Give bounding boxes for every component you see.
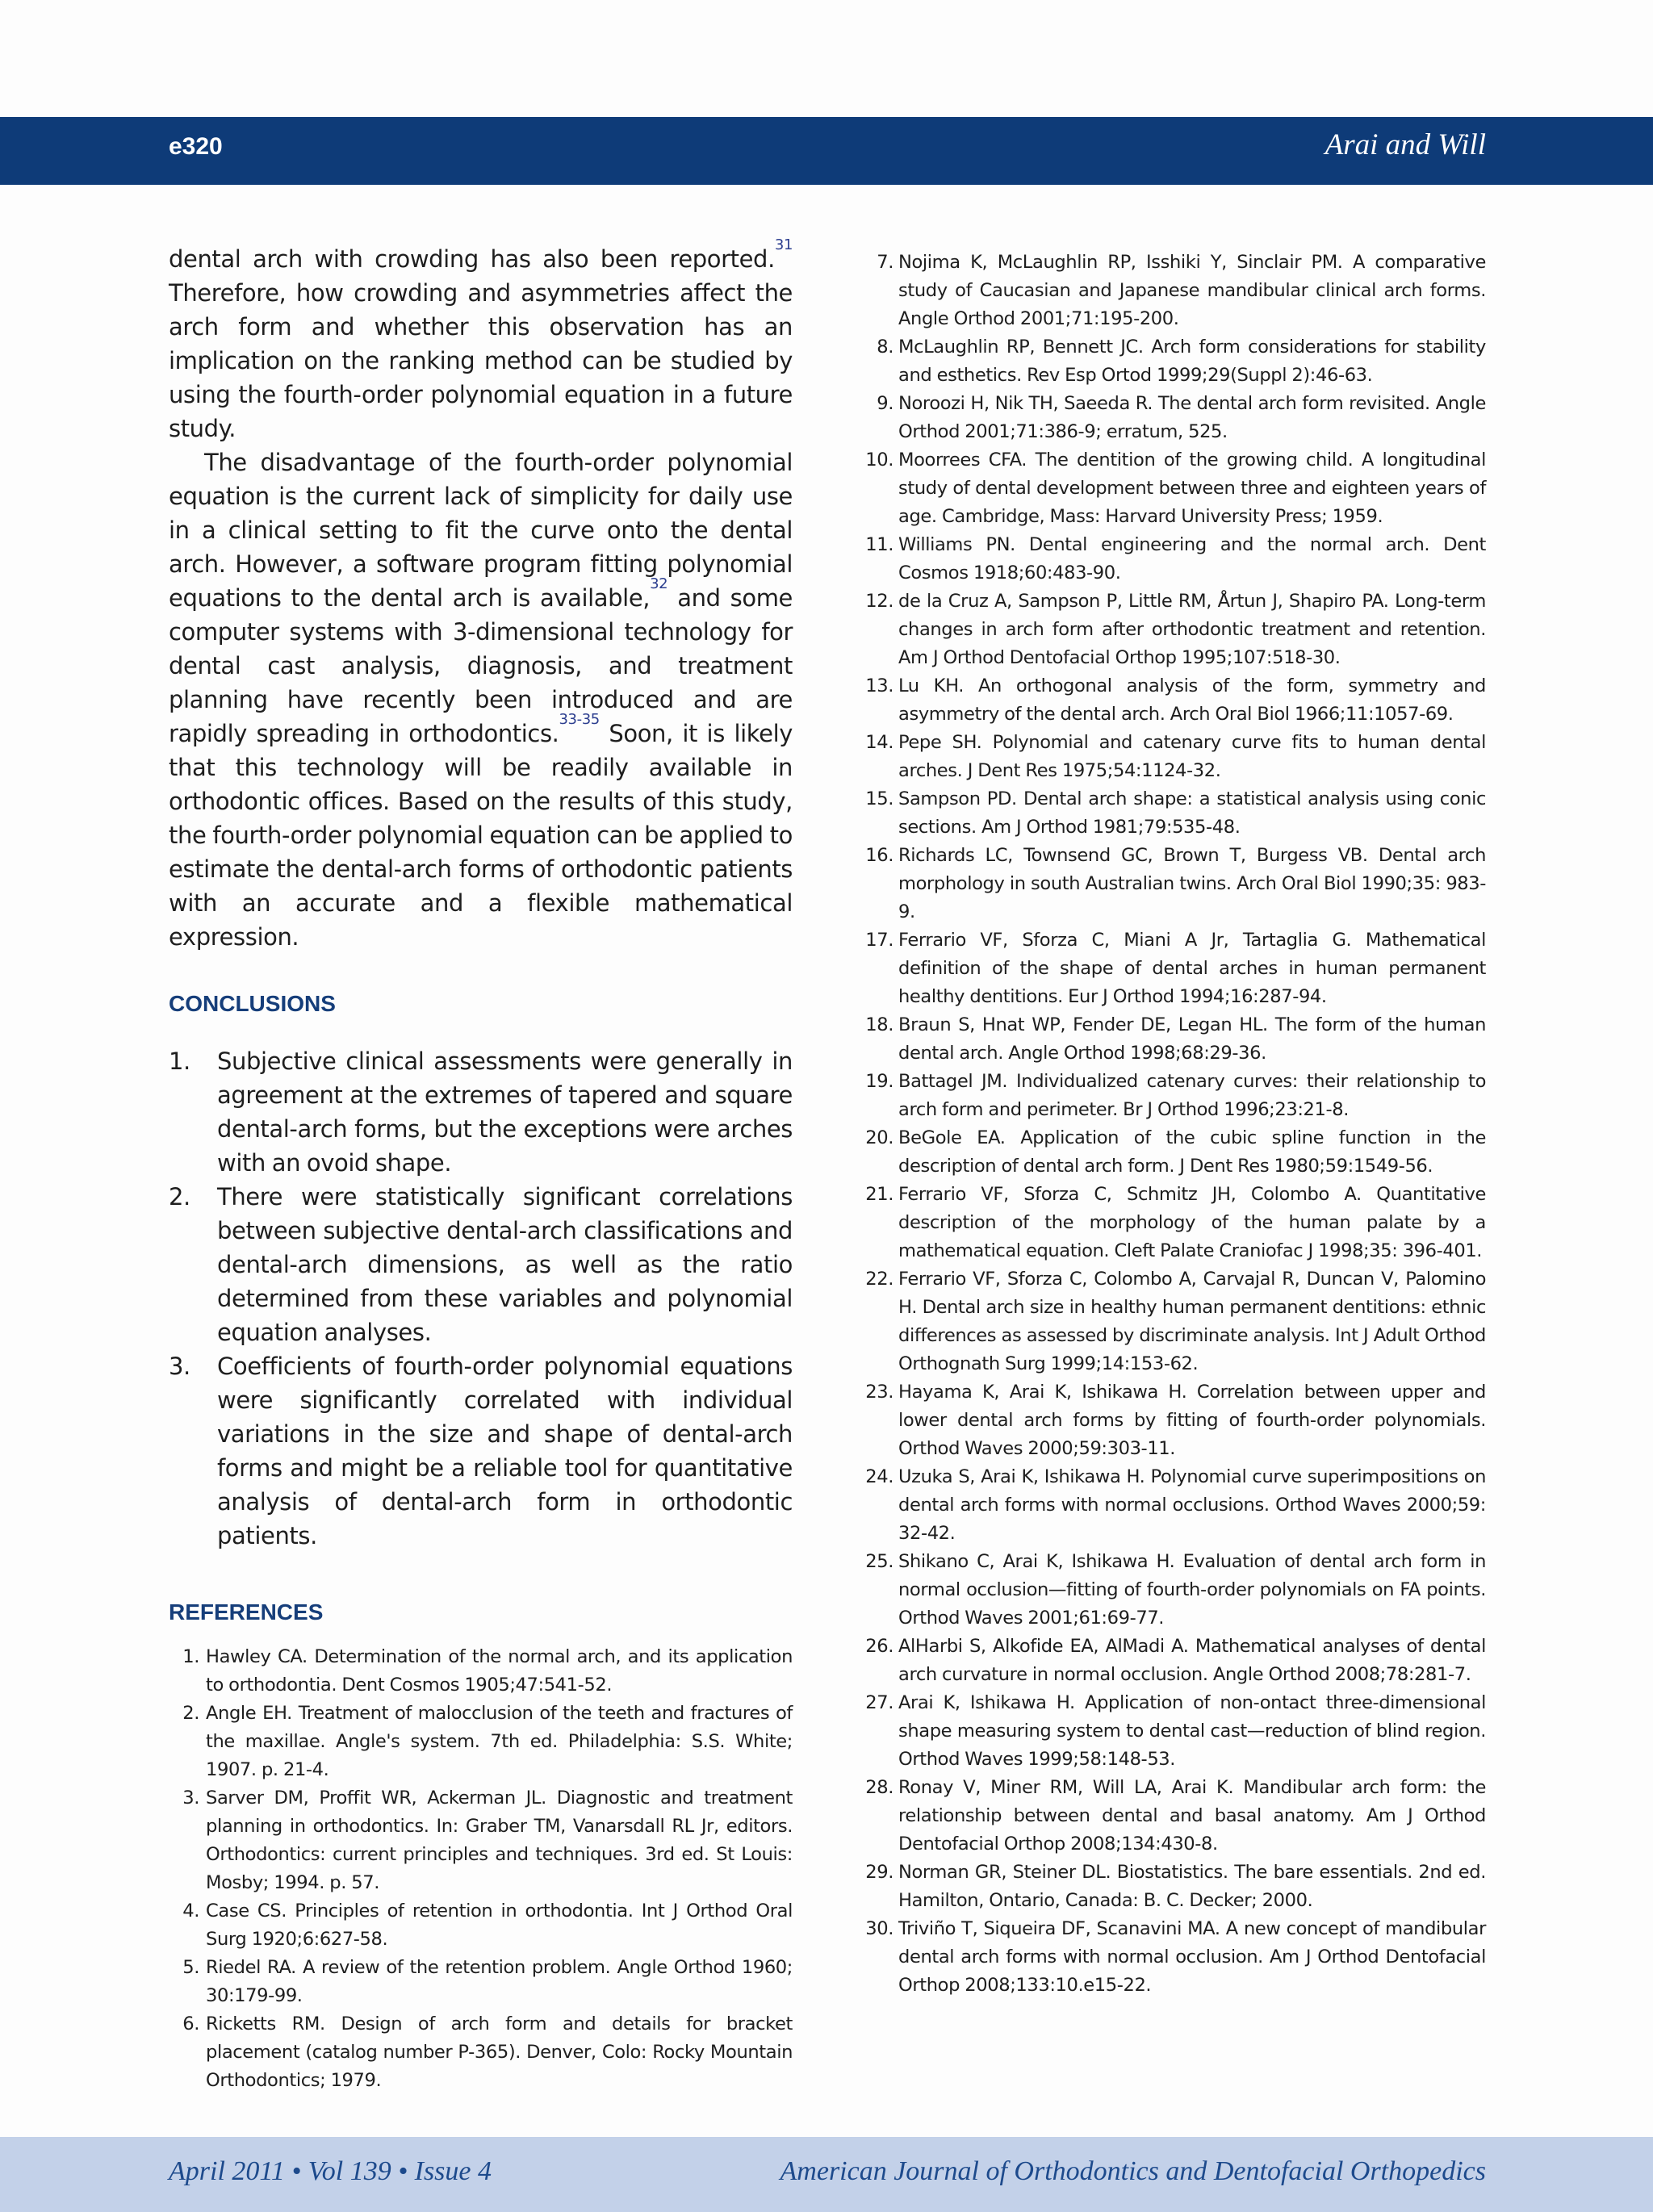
reference-text: Ferrario VF, Sforza C, Schmitz JH, Colombo A. Quantitative description of the morphology of the human palate by a mathematical equation. Cleft Palate Craniofac J 1998;35: 396-401. <box>898 1184 1486 1261</box>
reference-number: 3. <box>182 1788 199 1808</box>
reference-text: Williams PN. Dental engineering and the normal arch. Dent Cosmos 1918;60:483-90. <box>898 534 1486 583</box>
conclusion-text: There were statistically significant correlations between subjective dental-arch classifications and dental-arch dimensions, as well as the ratio determined from these variables and polynomial equation analyses. <box>217 1183 793 1346</box>
reference-text: Ricketts RM. Design of arch form and details for bracket placement (catalog number P-365). Denver, Colo: Rocky Mountain Orthodontics; 1979. <box>206 2013 793 2091</box>
body-paragraph-1 <box>169 236 793 445</box>
reference-number: 11. <box>865 534 893 555</box>
reference-item <box>863 446 1486 531</box>
reference-number: 22. <box>865 1269 893 1290</box>
reference-number: 1. <box>182 1646 199 1667</box>
reference-number: 18. <box>865 1014 893 1035</box>
reference-text: de la Cruz A, Sampson P, Little RM, Årtun J, Shapiro PA. Long-term changes in arch form after orthodontic treatment and retention. Am J Orthod Dentofacial Orthop 1995;107:518-30. <box>898 591 1486 668</box>
reference-number: 27. <box>865 1692 893 1713</box>
reference-text: Shikano C, Arai K, Ishikawa H. Evaluation of dental arch form in normal occlusion—fitting of fourth-order polynomials on FA points. Orthod Waves 2001;61:69-77. <box>898 1551 1486 1629</box>
reference-number: 9. <box>877 393 893 414</box>
conclusions-list <box>169 1044 793 1553</box>
reference-item <box>169 1700 793 1784</box>
reference-item <box>863 1633 1486 1689</box>
reference-list-right <box>863 249 1486 2000</box>
reference-number: 30. <box>865 1918 893 1939</box>
reference-item <box>863 390 1486 446</box>
footer-bar <box>0 2137 1653 2212</box>
reference-item <box>863 249 1486 333</box>
para1-text-a: dental arch with crowding has also been reported. <box>169 245 775 273</box>
body-paragraph-2 <box>169 445 793 954</box>
conclusion-text: Coefficients of fourth-order polynomial equations were significantly correlated with individual variations in the size and shape of dental-arch forms and might be a reliable tool for quantitative analysis of dental-arch form in orthodontic patients. <box>217 1353 793 1549</box>
reference-number: 4. <box>182 1900 199 1921</box>
reference-text: Braun S, Hnat WP, Fender DE, Legan HL. The form of the human dental arch. Angle Orthod 1998;68:29-36. <box>898 1014 1486 1064</box>
reference-item <box>863 672 1486 729</box>
reference-text: Noroozi H, Nik TH, Saeeda R. The dental arch form revisited. Angle Orthod 2001;71:386-9; erratum, 525. <box>898 393 1486 442</box>
reference-item <box>863 1859 1486 1915</box>
reference-item <box>169 1897 793 1954</box>
reference-text: Arai K, Ishikawa H. Application of non-ontact three-dimensional shape measuring system to dental cast—reduction of blind region. Orthod Waves 1999;58:148-53. <box>898 1692 1486 1770</box>
reference-number: 17. <box>865 930 893 951</box>
reference-number: 15. <box>865 788 893 809</box>
reference-number: 19. <box>865 1071 893 1092</box>
reference-item <box>863 1548 1486 1633</box>
reference-number: 12. <box>865 591 893 612</box>
conclusion-number: 2. <box>169 1183 190 1211</box>
citation-32: 32 <box>650 575 668 592</box>
references-heading: REFERENCES <box>169 1599 324 1625</box>
reference-text: Triviño T, Siqueira DF, Scanavini MA. A new concept of mandibular dental arch forms with normal occlusion. Am J Orthod Dentofacial Orthop 2008;133:10.e15-22. <box>898 1918 1486 1996</box>
reference-item <box>863 1774 1486 1859</box>
reference-text: Angle EH. Treatment of malocclusion of the teeth and fractures of the maxillae. Angle's system. 7th ed. Philadelphia: S.S. White; 1907. p. 21-4. <box>206 1703 793 1780</box>
reference-item <box>863 1011 1486 1068</box>
reference-text: AlHarbi S, Alkofide EA, AlMadi A. Mathematical analyses of dental arch curvature in normal occlusion. Angle Orthod 2008;78:281-7. <box>898 1636 1486 1685</box>
reference-text: Norman GR, Steiner DL. Biostatistics. The bare essentials. 2nd ed. Hamilton, Ontario, Canada: B. C. Decker; 2000. <box>898 1862 1486 1911</box>
conclusion-text: Subjective clinical assessments were generally in agreement at the extremes of tapered and square dental-arch forms, but the exceptions were arches with an ovoid shape. <box>217 1047 793 1177</box>
citation-31: 31 <box>774 236 793 253</box>
footer-issue-info: April 2011 • Vol 139 • Issue 4 <box>169 2156 492 2186</box>
para2-text-c: Soon, it is likely that this technology will be readily available in orthodontic offices. Based on the results of this study, the fourth-order polynomial equation can be applied to estimate the dental-arch forms of orthodontic patients with an accurate and a flexible mathematical expression. <box>169 720 793 951</box>
conclusion-item <box>169 1044 793 1180</box>
citation-33-35: 33-35 <box>559 711 600 728</box>
reference-text: Hayama K, Arai K, Ishikawa H. Correlation between upper and lower dental arch forms by fitting of fourth-order polynomials. Orthod Waves 2000;59:303-11. <box>898 1382 1486 1459</box>
reference-number: 2. <box>182 1703 199 1724</box>
reference-item <box>169 1784 793 1897</box>
reference-list-left <box>169 1643 793 2095</box>
reference-number: 26. <box>865 1636 893 1657</box>
reference-number: 8. <box>877 337 893 358</box>
reference-text: BeGole EA. Application of the cubic spline function in the description of dental arch form. J Dent Res 1980;59:1549-56. <box>898 1127 1486 1177</box>
reference-number: 16. <box>865 845 893 866</box>
reference-number: 13. <box>865 675 893 696</box>
reference-text: Nojima K, McLaughlin RP, Isshiki Y, Sinclair PM. A comparative study of Caucasian and Japanese mandibular clinical arch forms. Angle Orthod 2001;71:195-200. <box>898 252 1486 329</box>
para1-text-b: Therefore, how crowding and asymmetries affect the arch form and whether this observation has an implication on the ranking method can be studied by using the fourth-order polynomial equation in a future study. <box>169 279 793 442</box>
conclusion-item <box>169 1180 793 1349</box>
conclusion-number: 3. <box>169 1353 190 1380</box>
reference-number: 24. <box>865 1466 893 1487</box>
right-column <box>863 249 1486 2000</box>
reference-item <box>863 1265 1486 1378</box>
reference-text: Ronay V, Miner RM, Will LA, Arai K. Mandibular arch form: the relationship between dental and basal anatomy. Am J Orthod Dentofacial Orthop 2008;134:430-8. <box>898 1777 1486 1854</box>
reference-text: Pepe SH. Polynomial and catenary curve fits to human dental arches. J Dent Res 1975;54:1124-32. <box>898 732 1486 781</box>
left-column <box>169 236 793 2095</box>
reference-text: Ferrario VF, Sforza C, Colombo A, Carvajal R, Duncan V, Palomino H. Dental arch size in healthy human permanent dentitions: ethnic differences as assessed by discriminate analysis. Int J Adult Orthod Orthognath Surg 1999;14:153-62. <box>898 1269 1486 1374</box>
conclusions-heading: CONCLUSIONS <box>169 991 336 1016</box>
conclusion-number: 1. <box>169 1047 190 1075</box>
reference-item <box>169 2010 793 2095</box>
reference-item <box>863 1915 1486 2000</box>
reference-number: 29. <box>865 1862 893 1883</box>
reference-text: Sampson PD. Dental arch shape: a statistical analysis using conic sections. Am J Orthod 1981;79:535-48. <box>898 788 1486 838</box>
reference-item <box>863 1378 1486 1463</box>
reference-item <box>863 1068 1486 1124</box>
reference-text: Case CS. Principles of retention in orthodontia. Int J Orthod Oral Surg 1920;6:627-58. <box>206 1900 793 1950</box>
running-title: Arai and Will <box>1324 128 1486 161</box>
reference-text: Riedel RA. A review of the retention problem. Angle Orthod 1960; 30:179-99. <box>206 1957 793 2006</box>
reference-item <box>863 587 1486 672</box>
reference-item <box>863 333 1486 390</box>
header-bar <box>0 117 1653 185</box>
reference-text: Ferrario VF, Sforza C, Miani A Jr, Tartaglia G. Mathematical definition of the shape of dental arches in human permanent healthy dentitions. Eur J Orthod 1994;16:287-94. <box>898 930 1486 1007</box>
reference-item <box>863 1181 1486 1265</box>
reference-text: Battagel JM. Individualized catenary curves: their relationship to arch form and perimeter. Br J Orthod 1996;23:21-8. <box>898 1071 1486 1120</box>
reference-number: 21. <box>865 1184 893 1205</box>
footer-journal-name: American Journal of Orthodontics and Dentofacial Orthopedics <box>780 2156 1486 2186</box>
reference-text: Uzuka S, Arai K, Ishikawa H. Polynomial curve superimpositions on dental arch forms with normal occlusions. Orthod Waves 2000;59: 32-42. <box>898 1466 1486 1544</box>
reference-number: 14. <box>865 732 893 753</box>
reference-item <box>863 785 1486 842</box>
reference-number: 6. <box>182 2013 199 2034</box>
reference-text: Sarver DM, Proffit WR, Ackerman JL. Diagnostic and treatment planning in orthodontics. In: Graber TM, Vanarsdall RL Jr, editors. Orthodontics: current principles and techniques. 3rd ed. St Louis: Mosby; 1994. p. 57. <box>206 1788 793 1893</box>
reference-text: Lu KH. An orthogonal analysis of the form, symmetry and asymmetry of the dental arch. Arch Oral Biol 1966;11:1057-69. <box>898 675 1486 725</box>
reference-item <box>863 926 1486 1011</box>
para2-text-a: The disadvantage of the fourth-order polynomial equation is the current lack of simplicity for daily use in a clinical setting to fit the curve onto the dental arch. However, a software program fitting polynomial equations to the dental arch is available, <box>169 449 793 612</box>
reference-item <box>863 531 1486 587</box>
reference-item <box>863 842 1486 926</box>
reference-item <box>863 1124 1486 1181</box>
reference-number: 28. <box>865 1777 893 1798</box>
reference-text: Hawley CA. Determination of the normal arch, and its application to orthodontia. Dent Cosmos 1905;47:541-52. <box>206 1646 793 1696</box>
reference-text: Moorrees CFA. The dentition of the growing child. A longitudinal study of dental development between three and eighteen years of age. Cambridge, Mass: Harvard University Press; 1959. <box>898 450 1486 527</box>
page-number: e320 <box>169 133 223 160</box>
reference-number: 10. <box>865 450 893 470</box>
reference-text: Richards LC, Townsend GC, Brown T, Burgess VB. Dental arch morphology in south Australian twins. Arch Oral Biol 1990;35: 983-9. <box>898 845 1486 922</box>
reference-item <box>863 1463 1486 1548</box>
reference-item <box>863 729 1486 785</box>
reference-number: 20. <box>865 1127 893 1148</box>
reference-number: 7. <box>877 252 893 273</box>
conclusion-item <box>169 1349 793 1553</box>
reference-text: McLaughlin RP, Bennett JC. Arch form considerations for stability and esthetics. Rev Esp Ortod 1999;29(Suppl 2):46-63. <box>898 337 1486 386</box>
reference-number: 25. <box>865 1551 893 1572</box>
reference-item <box>863 1689 1486 1774</box>
reference-number: 23. <box>865 1382 893 1403</box>
para2-text-b: and some computer systems with 3-dimensional technology for dental cast analysis, diagnosis, and treatment planning have recently been introduced and are rapidly spreading in orthodontics. <box>169 584 793 747</box>
reference-item <box>169 1643 793 1700</box>
reference-item <box>169 1954 793 2010</box>
reference-number: 5. <box>182 1957 199 1978</box>
